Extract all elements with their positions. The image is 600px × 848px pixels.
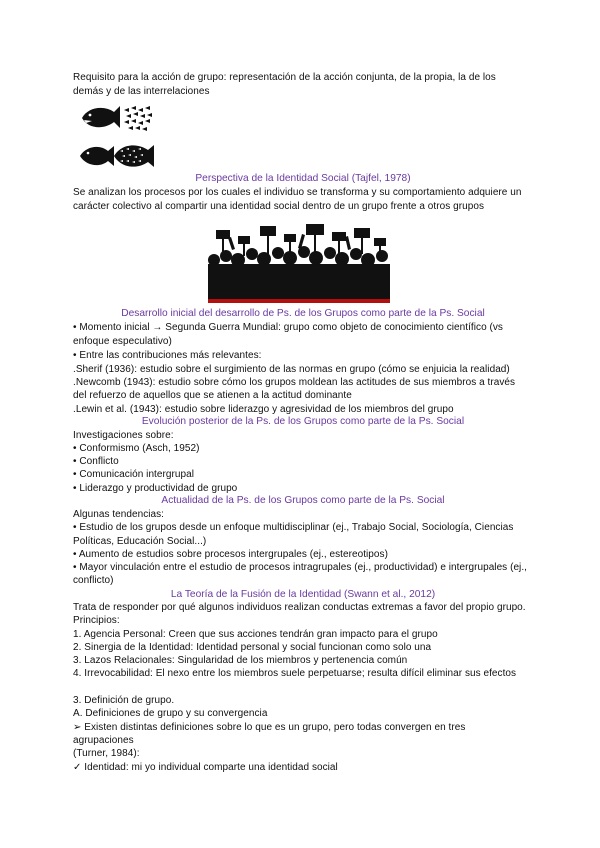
initial-development-heading: Desarrollo inicial del desarrollo de Ps. de los Grupos como parte de la Ps. Social — [121, 308, 485, 319]
fusion-line: Principios: — [73, 615, 120, 626]
fish-school-chasing-image — [78, 100, 158, 136]
current-line: • Estudio de los grupos desde un enfoque multidisciplinar (ej., Trabajo Social, Sociología, Ciencias — [73, 522, 514, 533]
fish-school-forming-image — [78, 139, 158, 173]
later-evolution-line: • Comunicación intergrupal — [73, 469, 194, 480]
intro-line-1: Requisito para la acción de grupo: representación de la acción conjunta, de la propia, la de los — [73, 72, 496, 83]
definition-line: ✓ Identidad: mi yo individual comparte una identidad social — [73, 762, 338, 773]
later-evolution-line: Investigaciones sobre: — [73, 430, 174, 441]
later-evolution-line: • Conformismo (Asch, 1952) — [73, 443, 200, 454]
social-identity-line-1: Se analizan los procesos por los cuales el individuo se transforma y su comportamiento adquiere un — [73, 187, 522, 198]
initial-development-line: del refuerzo de aquellos que se atienen a la actitud dominante — [73, 390, 352, 401]
later-evolution-line: • Conflicto — [73, 456, 119, 467]
initial-development-line: .Sherif (1936): estudio sobre el surgimiento de las normas en grupo (cómo se enjuicia la realidad) — [73, 364, 510, 375]
later-evolution-line: • Liderazgo y productividad de grupo — [73, 483, 238, 494]
definition-line: A. Definiciones de grupo y su convergencia — [73, 708, 268, 719]
fusion-line: 4. Irrevocabilidad: El nexo entre los miembros suele perpetuarse; resulta difícil eliminar sus efectos — [73, 668, 517, 679]
initial-development-line: • Entre las contribuciones más relevantes: — [73, 350, 262, 361]
initial-development-line: enfoque especulativo) — [73, 336, 172, 347]
current-line: conflicto) — [73, 575, 114, 586]
current-line: • Aumento de estudios sobre procesos intergrupales (ej., estereotipos) — [73, 549, 388, 560]
current-line: Políticas, Educación Social...) — [73, 536, 207, 547]
current-line: Algunas tendencias: — [73, 509, 165, 520]
protest-crowd-image — [208, 220, 390, 303]
fusion-line: 1. Agencia Personal: Creen que sus acciones tendrán gran impacto para el grupo — [73, 629, 438, 640]
fusion-line: 2. Sinergia de la Identidad: Identidad personal y social funcionan como solo una — [73, 642, 432, 653]
social-identity-line-2: carácter colectivo al compartir una identidad social dentro de un grupo frente a otros grupos — [73, 201, 484, 212]
fusion-line: Trata de responder por qué algunos individuos realizan conductas extremas a favor del propio grupo. — [73, 602, 526, 613]
definition-line: (Turner, 1984): — [73, 748, 140, 759]
initial-development-line: • Momento inicial → Segunda Guerra Mundial: grupo como objeto de conocimiento científico (vs — [73, 322, 503, 333]
fusion-heading: La Teoría de la Fusión de la Identidad (Swann et al., 2012) — [170, 589, 436, 600]
later-evolution-heading: Evolución posterior de la Ps. de los Grupos como parte de la Ps. Social — [141, 416, 465, 427]
definition-line: ➢ Existen distintas definiciones sobre lo que es un grupo, pero todas convergen en tres — [73, 722, 466, 733]
initial-development-line: .Newcomb (1943): estudio sobre cómo los grupos moldean las actitudes de sus miembros a través — [73, 377, 516, 388]
intro-line-2: demás y de las interrelaciones — [73, 86, 210, 97]
current-heading: Actualidad de la Ps. de los Grupos como parte de la Ps. Social — [161, 495, 445, 506]
current-line: • Mayor vinculación entre el estudio de procesos intragrupales (ej., productividad) e intergrupales (ej., — [73, 562, 527, 573]
initial-development-line: .Lewin et al. (1943): estudio sobre liderazgo y agresividad de los miembros del grupo — [73, 404, 454, 415]
social-identity-heading: Perspectiva de la Identidad Social (Tajfel, 1978) — [195, 173, 411, 184]
fusion-line: 3. Lazos Relacionales: Singularidad de los miembros y pertenencia común — [73, 655, 408, 666]
definition-line: agrupaciones — [73, 735, 134, 746]
definition-line: 3. Definición de grupo. — [73, 695, 175, 706]
